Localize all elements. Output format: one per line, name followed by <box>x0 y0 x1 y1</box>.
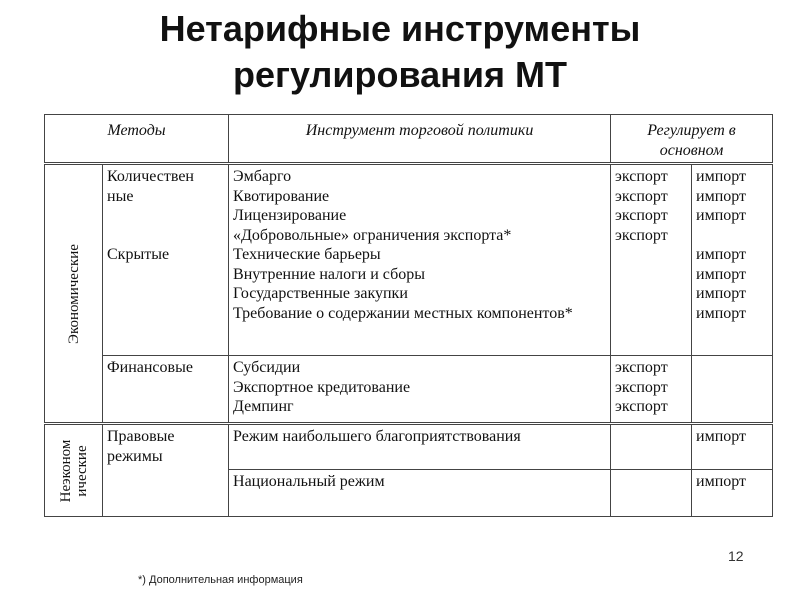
export-cell <box>611 424 692 470</box>
instrument-mfn: Режим наибольшего благоприятствования <box>229 424 611 470</box>
table-row <box>45 356 773 424</box>
instrument-technical-barriers: Технические барьеры <box>233 246 381 263</box>
instruments-table <box>44 114 773 517</box>
import-value: импорт <box>696 207 747 224</box>
table-row <box>45 424 773 470</box>
group-economic-label: Экономические <box>65 243 82 344</box>
import-value: импорт <box>696 168 747 185</box>
instrument-dumping: Демпинг <box>233 398 294 415</box>
page-number: 12 <box>728 548 744 564</box>
export-cell <box>611 356 692 424</box>
export-value: экспорт <box>615 168 668 185</box>
import-value: импорт <box>692 424 773 470</box>
instrument-export-credit: Экспортное кредитование <box>233 378 411 396</box>
export-cell <box>611 164 692 356</box>
import-value <box>696 226 768 246</box>
title-line-2: регулирования МТ <box>232 54 568 95</box>
title-line-1: Нетарифные инструменты <box>159 8 641 49</box>
group-noneconomic-cell <box>45 424 103 517</box>
table-header-row <box>45 115 773 164</box>
export-value: экспорт <box>615 378 668 396</box>
export-value: экспорт <box>615 359 668 376</box>
import-value: импорт <box>696 304 747 322</box>
header-methods: Методы <box>45 115 229 164</box>
export-value: экспорт <box>615 226 668 244</box>
instrument-quotas: Квотирование <box>233 187 330 205</box>
slide-title <box>0 6 800 98</box>
method-hidden: Скрытые <box>107 246 170 263</box>
export-value: экспорт <box>615 207 668 224</box>
table-row <box>45 164 773 356</box>
header-instrument: Инструмент торговой политики <box>229 115 611 164</box>
import-value: импорт <box>696 246 747 263</box>
method-quantitative: Количествен ные <box>107 168 194 205</box>
group-noneconomic-label: Неэконом ические <box>57 439 90 502</box>
export-cell <box>611 470 692 517</box>
method-cell <box>103 164 229 356</box>
group-economic-cell <box>45 164 103 424</box>
instrument-government-procurement: Государственные закупки <box>233 285 408 302</box>
instrument-local-content: Требование о содержании местных компонентов* <box>233 304 573 322</box>
header-regulates: Регулирует в основном <box>611 115 773 164</box>
import-value: импорт <box>696 285 747 302</box>
footnote: *) Дополнительная информация <box>138 574 303 586</box>
instruments-cell <box>229 356 611 424</box>
export-value: экспорт <box>615 398 668 415</box>
instrument-embargo: Эмбарго <box>233 168 292 185</box>
method-legal: Правовые режимы <box>103 424 229 517</box>
import-value: импорт <box>696 265 747 283</box>
import-cell <box>692 164 773 356</box>
export-value: экспорт <box>615 187 668 205</box>
import-value: импорт <box>696 187 747 205</box>
instrument-voluntary-restraints: «Добровольные» ограничения экспорта* <box>233 226 512 244</box>
instrument-licensing: Лицензирование <box>233 207 347 224</box>
method-financial: Финансовые <box>103 356 229 424</box>
instrument-subsidies: Субсидии <box>233 359 301 376</box>
import-value: импорт <box>692 470 773 517</box>
import-cell <box>692 356 773 424</box>
instrument-national-treatment: Национальный режим <box>229 470 611 517</box>
instrument-internal-taxes: Внутренние налоги и сборы <box>233 265 425 283</box>
instruments-cell <box>229 164 611 356</box>
